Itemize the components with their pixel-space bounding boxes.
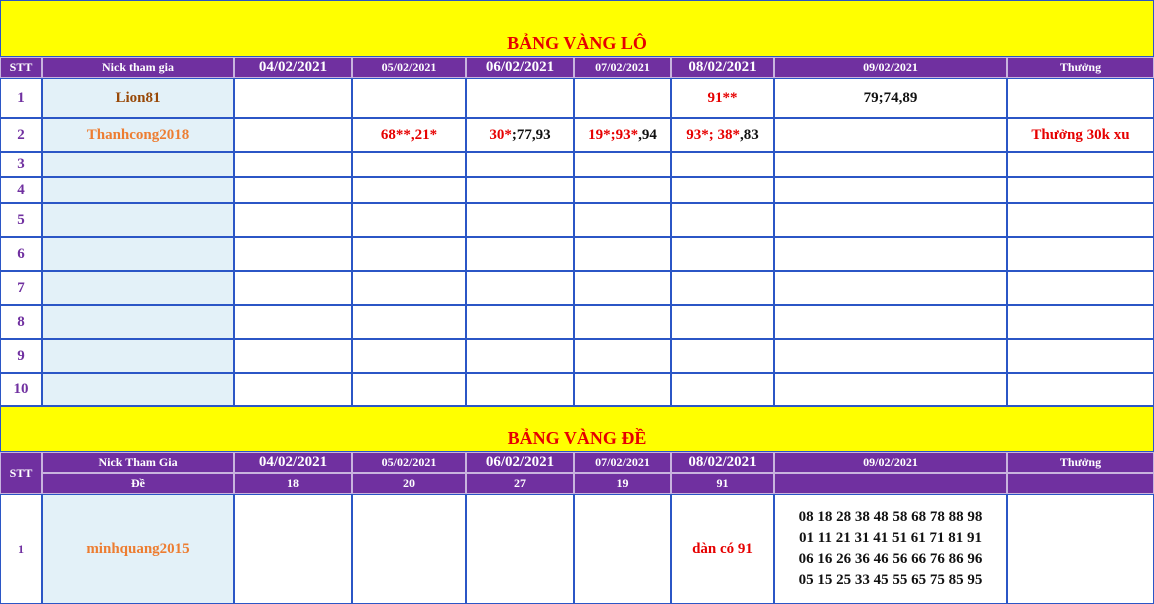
result-cell[interactable] (574, 237, 671, 271)
result-cell[interactable] (466, 177, 574, 203)
nick-cell[interactable]: Lion81 (42, 78, 234, 118)
result-cell[interactable] (774, 177, 1007, 203)
result-cell[interactable] (574, 494, 671, 604)
result-cell[interactable] (671, 203, 774, 237)
result-cell[interactable] (352, 494, 466, 604)
reward-cell[interactable]: Thưởng 30k xu (1007, 118, 1154, 152)
reward-cell[interactable] (1007, 271, 1154, 305)
result-cell[interactable] (774, 203, 1007, 237)
number-list-cell[interactable] (774, 494, 1007, 604)
result-cell[interactable] (574, 271, 671, 305)
header-nick: Nick Tham Gia (42, 452, 234, 473)
row-stt: 3 (0, 152, 42, 177)
header-reward-blank (1007, 473, 1154, 494)
nick-cell[interactable]: minhquang2015 (42, 494, 234, 604)
result-cell[interactable] (234, 494, 352, 604)
result-cell[interactable] (234, 78, 352, 118)
result-cell[interactable] (574, 177, 671, 203)
result-cell[interactable] (352, 373, 466, 406)
header-stt: STT (0, 452, 42, 494)
result-cell[interactable] (234, 271, 352, 305)
result-text: ,83 (740, 126, 759, 143)
header-stt: STT (0, 57, 42, 78)
result-cell[interactable] (574, 203, 671, 237)
header-date: 07/02/2021 (574, 452, 671, 473)
result-cell[interactable] (574, 152, 671, 177)
nick-cell[interactable] (42, 305, 234, 339)
row-stt: 8 (0, 305, 42, 339)
de-table-title: BẢNG VÀNG ĐỀ (0, 406, 1154, 452)
row-stt: 10 (0, 373, 42, 406)
reward-cell[interactable] (1007, 494, 1154, 604)
result-cell[interactable] (352, 177, 466, 203)
nick-cell[interactable] (42, 177, 234, 203)
result-cell[interactable] (234, 152, 352, 177)
result-text: 91** (707, 89, 738, 106)
result-cell[interactable] (774, 152, 1007, 177)
result-cell[interactable] (466, 118, 574, 152)
result-text: 93*; 38* (686, 126, 740, 143)
header-de-label: Đề (42, 473, 234, 494)
result-cell[interactable] (234, 339, 352, 373)
result-cell[interactable] (234, 373, 352, 406)
header-date: 08/02/2021 (671, 57, 774, 78)
row-stt: 5 (0, 203, 42, 237)
result-cell[interactable] (466, 339, 574, 373)
reward-cell[interactable] (1007, 237, 1154, 271)
result-cell[interactable] (774, 271, 1007, 305)
row-stt: 6 (0, 237, 42, 271)
header-nick: Nick tham gia (42, 57, 234, 78)
result-cell[interactable] (671, 177, 774, 203)
result-cell[interactable] (671, 78, 774, 118)
result-cell[interactable] (574, 78, 671, 118)
header-date: 04/02/2021 (234, 57, 352, 78)
result-text: ;77,93 (511, 126, 551, 143)
row-stt: 7 (0, 271, 42, 305)
header-date: 06/02/2021 (466, 57, 574, 78)
result-cell[interactable] (234, 203, 352, 237)
result-cell[interactable] (234, 177, 352, 203)
header-de-value: 20 (352, 473, 466, 494)
nick-cell[interactable] (42, 271, 234, 305)
reward-cell[interactable] (1007, 78, 1154, 118)
result-cell[interactable] (774, 118, 1007, 152)
reward-cell[interactable] (1007, 305, 1154, 339)
result-cell[interactable] (574, 305, 671, 339)
result-cell[interactable] (774, 237, 1007, 271)
result-cell[interactable] (774, 339, 1007, 373)
result-text: ,94 (638, 126, 657, 143)
result-cell[interactable] (466, 237, 574, 271)
result-cell[interactable] (774, 78, 1007, 118)
header-date: 05/02/2021 (352, 57, 466, 78)
result-cell[interactable] (352, 203, 466, 237)
result-cell[interactable] (671, 271, 774, 305)
result-cell[interactable] (671, 373, 774, 406)
nick-cell[interactable] (42, 339, 234, 373)
result-cell[interactable] (352, 78, 466, 118)
header-date: 09/02/2021 (774, 452, 1007, 473)
header-date: 08/02/2021 (671, 452, 774, 473)
header-date: 04/02/2021 (234, 452, 352, 473)
number-line: 08 18 28 38 48 58 68 78 88 98 (798, 509, 983, 525)
result-cell[interactable] (352, 118, 466, 152)
reward-cell[interactable] (1007, 339, 1154, 373)
number-line: 06 16 26 36 46 56 66 76 86 96 (798, 551, 983, 567)
result-cell[interactable] (671, 305, 774, 339)
nick-cell[interactable] (42, 237, 234, 271)
result-cell[interactable] (574, 373, 671, 406)
result-cell[interactable] (352, 152, 466, 177)
number-line: 01 11 21 31 41 51 61 71 81 91 (799, 530, 982, 546)
header-date: 09/02/2021 (774, 57, 1007, 78)
row-stt: 1 (0, 78, 42, 118)
result-cell[interactable] (671, 237, 774, 271)
result-cell[interactable] (466, 203, 574, 237)
header-date: 05/02/2021 (352, 452, 466, 473)
header-de-value (774, 473, 1007, 494)
row-stt: 2 (0, 118, 42, 152)
result-cell[interactable] (466, 305, 574, 339)
result-text: 68**,21* (380, 126, 438, 143)
result-cell[interactable] (574, 118, 671, 152)
nick-cell[interactable] (42, 152, 234, 177)
reward-cell[interactable] (1007, 203, 1154, 237)
header-date: 07/02/2021 (574, 57, 671, 78)
row-stt: 4 (0, 177, 42, 203)
row-stt: 1 (0, 494, 42, 604)
result-cell[interactable] (466, 152, 574, 177)
result-cell[interactable] (671, 152, 774, 177)
result-text: 79;74,89 (863, 89, 918, 106)
reward-cell[interactable] (1007, 177, 1154, 203)
header-de-value: 27 (466, 473, 574, 494)
result-text: 30* (489, 126, 512, 143)
result-cell[interactable] (234, 118, 352, 152)
result-cell[interactable] (774, 373, 1007, 406)
result-cell[interactable] (671, 118, 774, 152)
header-reward: Thưởng (1007, 57, 1154, 78)
header-de-value: 18 (234, 473, 352, 494)
result-cell[interactable] (671, 339, 774, 373)
nick-cell[interactable]: Thanhcong2018 (42, 118, 234, 152)
number-line: 05 15 25 33 45 55 65 75 85 95 (798, 572, 983, 588)
result-cell[interactable] (234, 237, 352, 271)
result-cell[interactable] (466, 494, 574, 604)
nick-cell[interactable] (42, 203, 234, 237)
result-cell[interactable] (352, 305, 466, 339)
header-date: 06/02/2021 (466, 452, 574, 473)
result-cell[interactable] (466, 373, 574, 406)
result-cell[interactable] (466, 78, 574, 118)
result-cell[interactable]: dàn có 91 (671, 494, 774, 604)
result-cell[interactable] (352, 339, 466, 373)
header-de-value: 19 (574, 473, 671, 494)
result-cell[interactable] (352, 271, 466, 305)
row-stt: 9 (0, 339, 42, 373)
result-cell[interactable] (774, 305, 1007, 339)
nick-cell[interactable] (42, 373, 234, 406)
reward-cell[interactable] (1007, 152, 1154, 177)
result-cell[interactable] (574, 339, 671, 373)
lo-table-title: BẢNG VÀNG LÔ (0, 0, 1154, 57)
result-text: 19*;93* (588, 126, 639, 143)
header-reward: Thưởng (1007, 452, 1154, 473)
result-cell[interactable] (466, 271, 574, 305)
reward-cell[interactable] (1007, 373, 1154, 406)
result-cell[interactable] (352, 237, 466, 271)
header-de-value: 91 (671, 473, 774, 494)
result-cell[interactable] (234, 305, 352, 339)
